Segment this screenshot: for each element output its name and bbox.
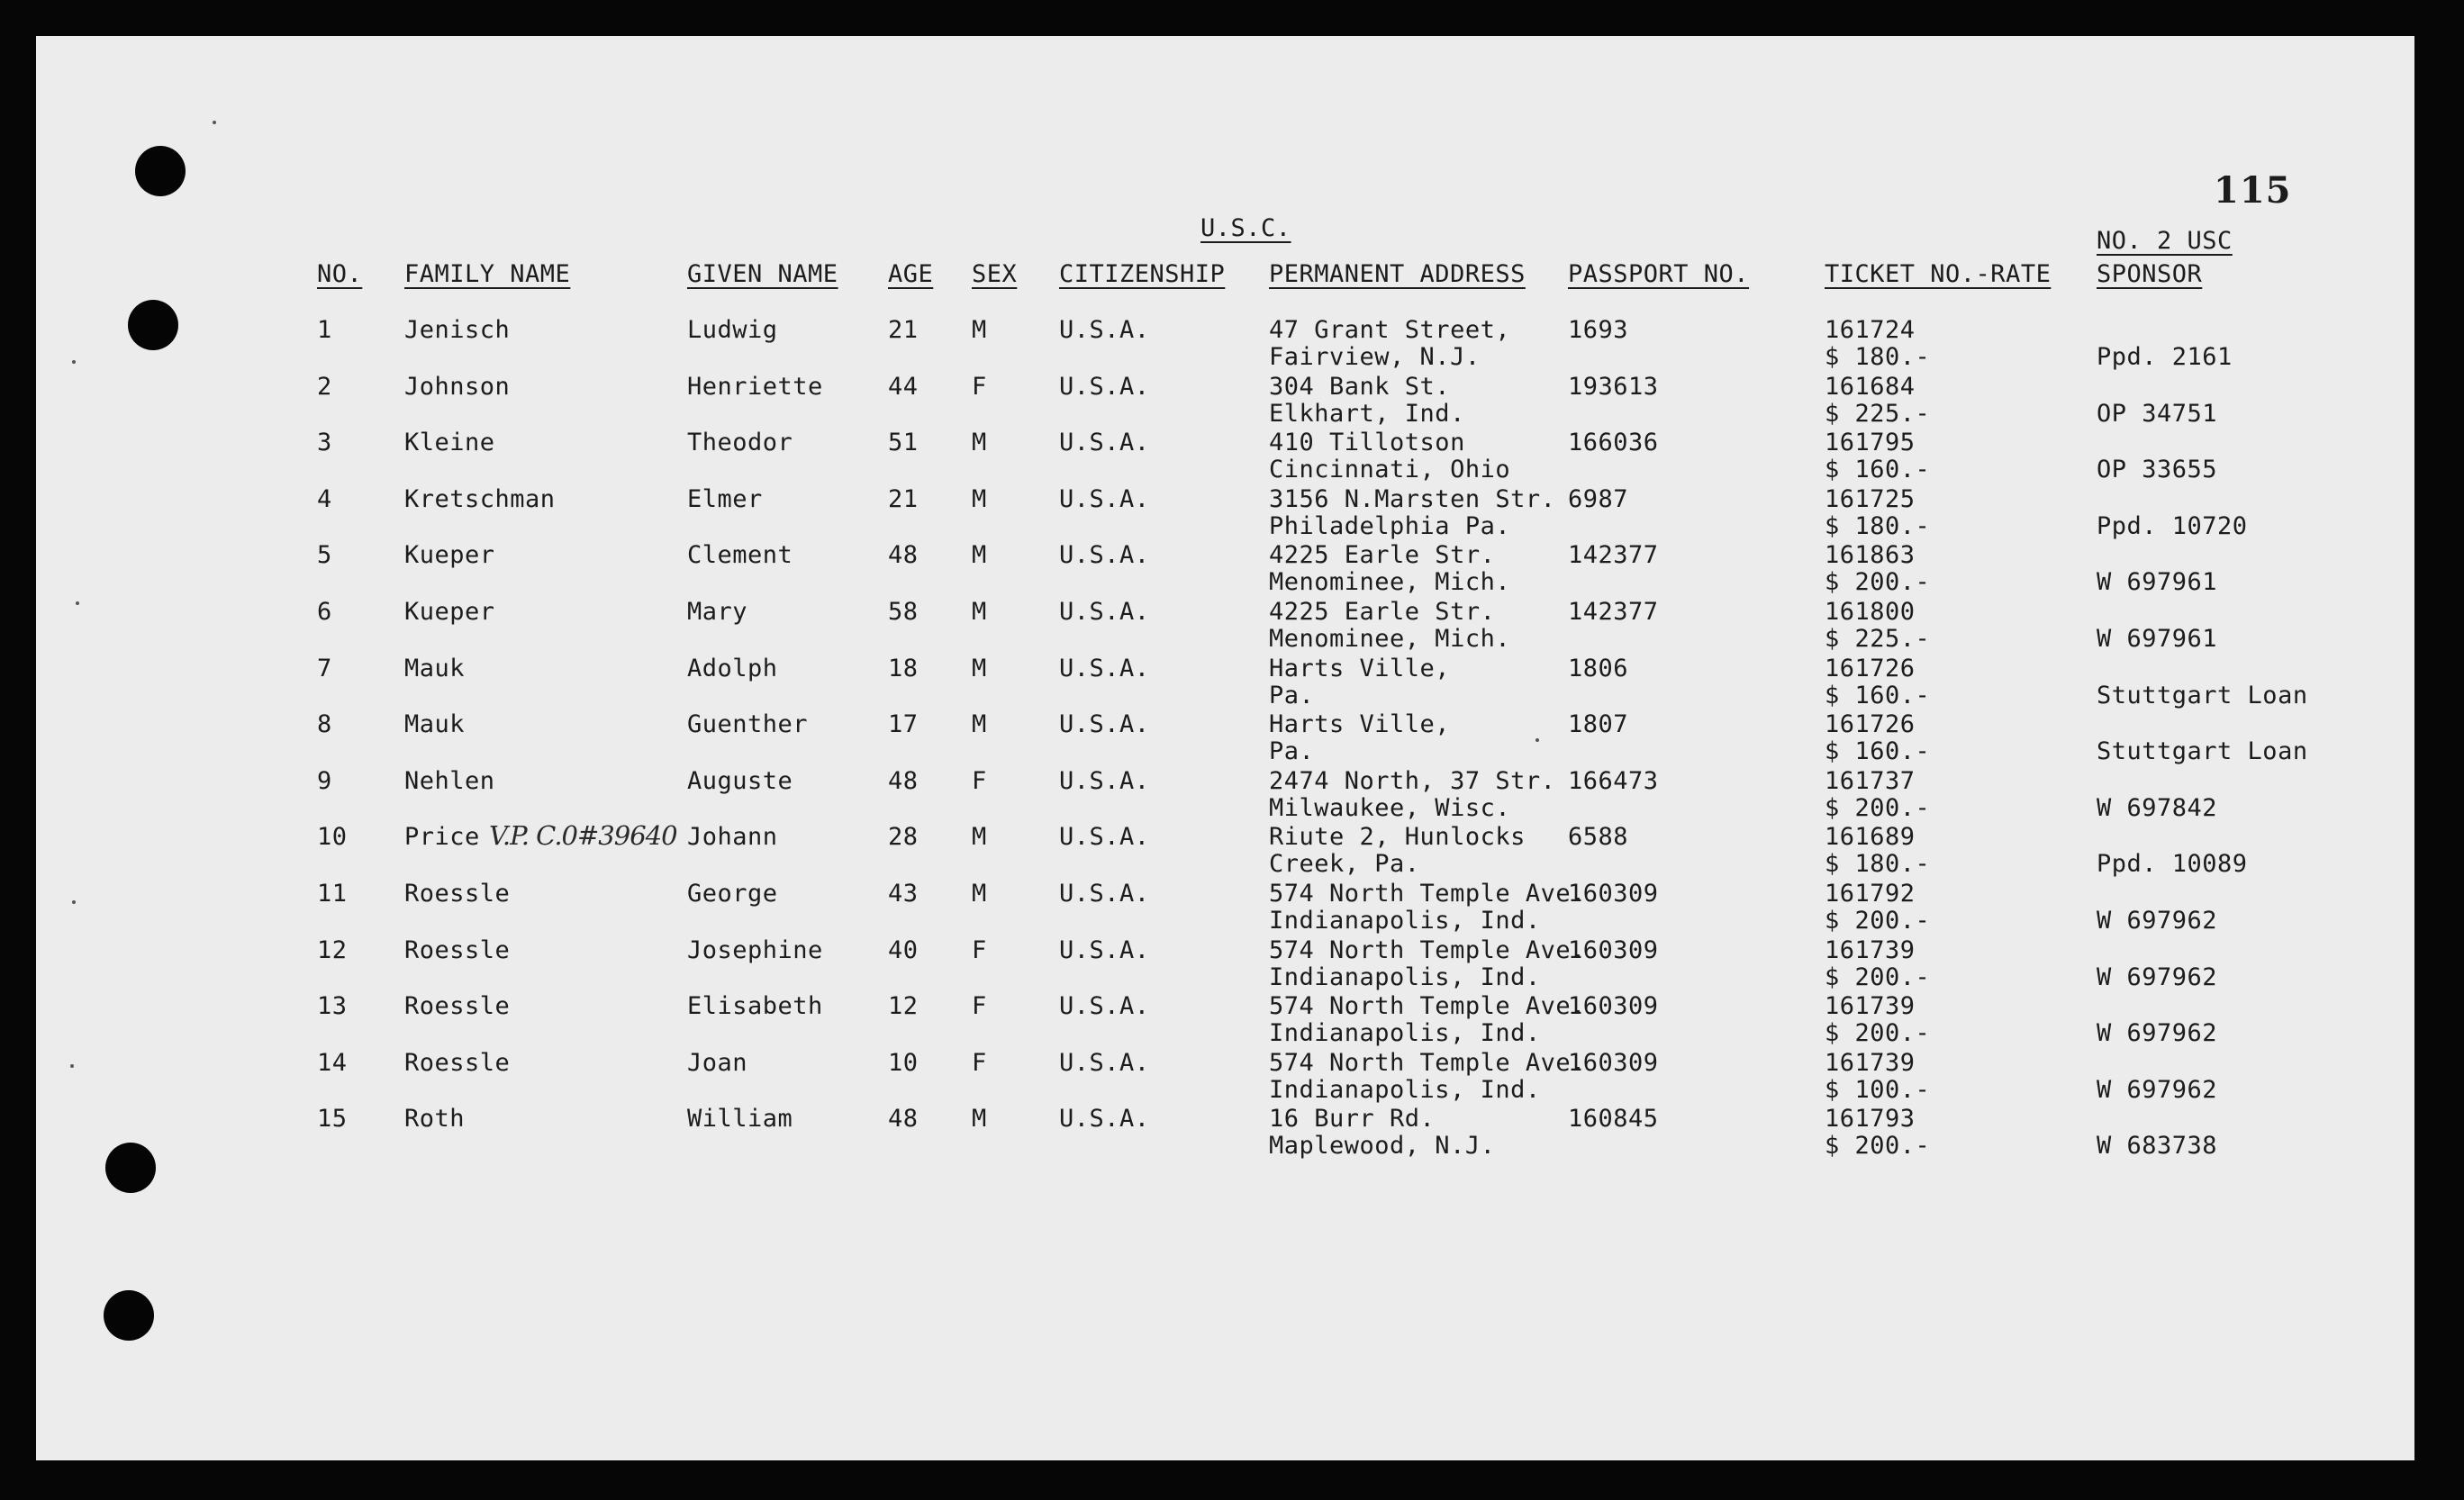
sponsor: Ppd. 2161: [2097, 343, 2233, 371]
punch-hole: [104, 1290, 154, 1341]
passport-number: 6987: [1568, 485, 1629, 513]
given-name: Clement: [687, 541, 793, 569]
row-number: 4: [317, 485, 332, 513]
address-line-2: Menominee, Mich.: [1269, 568, 1511, 596]
sponsor: W 697962: [2097, 963, 2218, 991]
sponsor: Ppd. 10720: [2097, 512, 2248, 540]
age: 21: [888, 316, 919, 344]
citizenship: U.S.A.: [1059, 1105, 1150, 1133]
column-header-no: NO.: [317, 260, 363, 288]
row-number: 2: [317, 373, 332, 401]
passport-number: 142377: [1568, 541, 1659, 569]
family-name: Roessle: [404, 936, 511, 964]
given-name: Guenther: [687, 710, 809, 738]
given-name: Elisabeth: [687, 992, 823, 1020]
given-name: Henriette: [687, 373, 823, 401]
sponsor: OP 33655: [2097, 456, 2218, 483]
address-line-2: Cincinnati, Ohio: [1269, 456, 1511, 483]
column-header-family-name: FAMILY NAME: [404, 260, 571, 288]
citizenship: U.S.A.: [1059, 992, 1150, 1020]
row-number: 3: [317, 429, 332, 456]
passport-number: 160309: [1568, 936, 1659, 964]
speck: [72, 900, 76, 904]
sex: F: [972, 992, 987, 1020]
ticket-rate: $ 225.-: [1825, 400, 1931, 428]
sponsor: W 697842: [2097, 794, 2218, 822]
ticket-number: 161793: [1825, 1105, 1916, 1133]
family-name: Nehlen: [404, 767, 495, 795]
citizenship: U.S.A.: [1059, 710, 1150, 738]
sponsor: OP 34751: [2097, 400, 2218, 428]
row-number: 1: [317, 316, 332, 344]
row-number: 15: [317, 1105, 348, 1133]
office-code: U.S.C.: [1200, 214, 1291, 242]
address-line-2: Indianapolis, Ind.: [1269, 1076, 1541, 1104]
ticket-number: 161795: [1825, 429, 1916, 456]
sex: M: [972, 880, 987, 908]
citizenship: U.S.A.: [1059, 1049, 1150, 1077]
passport-number: 6588: [1568, 823, 1629, 851]
family-name: Johnson: [404, 373, 511, 401]
ticket-rate: $ 200.-: [1825, 1019, 1931, 1047]
age: 44: [888, 373, 919, 401]
column-header-citizenship: CITIZENSHIP: [1059, 260, 1226, 288]
ticket-rate: $ 160.-: [1825, 682, 1931, 709]
sponsor: W 697962: [2097, 1019, 2218, 1047]
citizenship: U.S.A.: [1059, 598, 1150, 626]
row-number: 7: [317, 655, 332, 682]
family-name: Mauk: [404, 655, 466, 682]
sponsor: W 697961: [2097, 625, 2218, 653]
sex: M: [972, 823, 987, 851]
ticket-rate: $ 160.-: [1825, 456, 1931, 483]
age: 40: [888, 936, 919, 964]
punch-hole: [105, 1143, 156, 1193]
ticket-number: 161689: [1825, 823, 1916, 851]
passport-number: 1693: [1568, 316, 1629, 344]
sex: F: [972, 373, 987, 401]
given-name: Mary: [687, 598, 748, 626]
family-name: Kretschman: [404, 485, 556, 513]
age: 43: [888, 880, 919, 908]
ticket-rate: $ 180.-: [1825, 343, 1931, 371]
sex: M: [972, 710, 987, 738]
column-header-passport: PASSPORT NO.: [1568, 260, 1750, 288]
address-line-1: Harts Ville,: [1269, 710, 1451, 738]
ticket-number: 161726: [1825, 655, 1916, 682]
speck: [72, 360, 76, 364]
age: 12: [888, 992, 919, 1020]
sex: M: [972, 429, 987, 456]
sex: F: [972, 767, 987, 795]
sponsor: W 697962: [2097, 1076, 2218, 1104]
given-name: Auguste: [687, 767, 793, 795]
address-line-1: 47 Grant Street,: [1269, 316, 1511, 344]
speck: [70, 1064, 74, 1068]
family-name: Price: [404, 823, 480, 851]
given-name: Ludwig: [687, 316, 778, 344]
address-line-2: Philadelphia Pa.: [1269, 512, 1511, 540]
given-name: George: [687, 880, 778, 908]
family-name: Kleine: [404, 429, 495, 456]
ticket-number: 161684: [1825, 373, 1916, 401]
given-name: William: [687, 1105, 793, 1133]
punch-hole: [135, 146, 186, 196]
row-number: 14: [317, 1049, 348, 1077]
sex: M: [972, 541, 987, 569]
passport-number: 1807: [1568, 710, 1629, 738]
document-page: [36, 36, 2414, 1460]
sex: M: [972, 655, 987, 682]
handwritten-annotation: V.P. C.0#39640: [489, 820, 677, 851]
address-line-1: 4225 Earle Str.: [1269, 541, 1496, 569]
page-number: 115: [2214, 169, 2292, 212]
age: 21: [888, 485, 919, 513]
family-name: Kueper: [404, 541, 495, 569]
address-line-2: Pa.: [1269, 682, 1315, 709]
age: 28: [888, 823, 919, 851]
address-line-2: Indianapolis, Ind.: [1269, 963, 1541, 991]
ticket-rate: $ 200.-: [1825, 794, 1931, 822]
sponsor: Stuttgart Loan: [2097, 737, 2308, 765]
row-number: 5: [317, 541, 332, 569]
citizenship: U.S.A.: [1059, 485, 1150, 513]
row-number: 12: [317, 936, 348, 964]
ticket-rate: $ 180.-: [1825, 850, 1931, 878]
given-name: Joan: [687, 1049, 748, 1077]
passport-number: 160309: [1568, 1049, 1659, 1077]
address-line-1: 304 Bank St.: [1269, 373, 1451, 401]
ticket-number: 161739: [1825, 1049, 1916, 1077]
ticket-number: 161739: [1825, 936, 1916, 964]
ticket-rate: $ 200.-: [1825, 1132, 1931, 1160]
row-number: 13: [317, 992, 348, 1020]
family-name: Jenisch: [404, 316, 511, 344]
address-line-2: Creek, Pa.: [1269, 850, 1420, 878]
citizenship: U.S.A.: [1059, 767, 1150, 795]
passport-number: 160845: [1568, 1105, 1659, 1133]
row-number: 8: [317, 710, 332, 738]
citizenship: U.S.A.: [1059, 429, 1150, 456]
ticket-number: 161800: [1825, 598, 1916, 626]
given-name: Elmer: [687, 485, 763, 513]
ticket-number: 161792: [1825, 880, 1916, 908]
column-header-given-name: GIVEN NAME: [687, 260, 838, 288]
ticket-number: 161737: [1825, 767, 1916, 795]
age: 58: [888, 598, 919, 626]
passport-number: 1806: [1568, 655, 1629, 682]
ticket-rate: $ 225.-: [1825, 625, 1931, 653]
given-name: Josephine: [687, 936, 823, 964]
speck: [213, 121, 216, 124]
address-line-1: 410 Tillotson: [1269, 429, 1465, 456]
address-line-2: Milwaukee, Wisc.: [1269, 794, 1511, 822]
sponsor: W 697962: [2097, 907, 2218, 935]
address-line-1: 4225 Earle Str.: [1269, 598, 1496, 626]
family-name: Mauk: [404, 710, 466, 738]
address-line-2: Pa.: [1269, 737, 1315, 765]
sponsor-list-title: NO. 2 USC: [2097, 227, 2233, 255]
address-line-1: 16 Burr Rd.: [1269, 1105, 1436, 1133]
ticket-rate: $ 200.-: [1825, 907, 1931, 935]
sex: F: [972, 1049, 987, 1077]
sex: M: [972, 316, 987, 344]
sex: F: [972, 936, 987, 964]
ticket-rate: $ 200.-: [1825, 568, 1931, 596]
family-name: Roth: [404, 1105, 466, 1133]
age: 10: [888, 1049, 919, 1077]
ticket-number: 161725: [1825, 485, 1916, 513]
address-line-2: Maplewood, N.J.: [1269, 1132, 1496, 1160]
citizenship: U.S.A.: [1059, 880, 1150, 908]
ticket-number: 161724: [1825, 316, 1916, 344]
age: 18: [888, 655, 919, 682]
column-header-sex: SEX: [972, 260, 1018, 288]
row-number: 9: [317, 767, 332, 795]
passport-number: 160309: [1568, 880, 1659, 908]
address-line-2: Indianapolis, Ind.: [1269, 1019, 1541, 1047]
address-line-2: Elkhart, Ind.: [1269, 400, 1465, 428]
ticket-rate: $ 200.-: [1825, 963, 1931, 991]
passport-number: 166473: [1568, 767, 1659, 795]
column-header-sponsor: SPONSOR: [2097, 260, 2203, 288]
column-header-age: AGE: [888, 260, 934, 288]
ticket-number: 161739: [1825, 992, 1916, 1020]
age: 48: [888, 541, 919, 569]
sponsor: Stuttgart Loan: [2097, 682, 2308, 709]
given-name: Theodor: [687, 429, 793, 456]
address-line-1: 574 North Temple Ave.: [1269, 1049, 1586, 1077]
ticket-number: 161726: [1825, 710, 1916, 738]
address-line-1: 3156 N.Marsten Str.: [1269, 485, 1556, 513]
citizenship: U.S.A.: [1059, 936, 1150, 964]
citizenship: U.S.A.: [1059, 655, 1150, 682]
address-line-1: 574 North Temple Ave.: [1269, 992, 1586, 1020]
column-header-address: PERMANENT ADDRESS: [1269, 260, 1526, 288]
age: 48: [888, 767, 919, 795]
family-name: Roessle: [404, 992, 511, 1020]
passport-number: 142377: [1568, 598, 1659, 626]
address-line-2: Menominee, Mich.: [1269, 625, 1511, 653]
given-name: Johann: [687, 823, 778, 851]
ticket-rate: $ 100.-: [1825, 1076, 1931, 1104]
family-name: Roessle: [404, 880, 511, 908]
row-number: 6: [317, 598, 332, 626]
sex: M: [972, 1105, 987, 1133]
address-line-1: Riute 2, Hunlocks: [1269, 823, 1526, 851]
age: 17: [888, 710, 919, 738]
age: 48: [888, 1105, 919, 1133]
citizenship: U.S.A.: [1059, 373, 1150, 401]
address-line-1: 2474 North, 37 Str.: [1269, 767, 1556, 795]
address-line-1: 574 North Temple Ave.: [1269, 936, 1586, 964]
ticket-number: 161863: [1825, 541, 1916, 569]
family-name: Roessle: [404, 1049, 511, 1077]
address-line-1: Harts Ville,: [1269, 655, 1451, 682]
address-line-2: Fairview, N.J.: [1269, 343, 1481, 371]
passport-number: 160309: [1568, 992, 1659, 1020]
row-number: 10: [317, 823, 348, 851]
column-header-ticket-rate: TICKET NO.-RATE: [1825, 260, 2052, 288]
row-number: 11: [317, 880, 348, 908]
citizenship: U.S.A.: [1059, 541, 1150, 569]
sex: M: [972, 485, 987, 513]
citizenship: U.S.A.: [1059, 823, 1150, 851]
address-line-1: 574 North Temple Ave.: [1269, 880, 1586, 908]
passport-number: 193613: [1568, 373, 1659, 401]
sponsor: W 697961: [2097, 568, 2218, 596]
sex: M: [972, 598, 987, 626]
given-name: Adolph: [687, 655, 778, 682]
ticket-rate: $ 180.-: [1825, 512, 1931, 540]
punch-hole: [128, 300, 178, 350]
speck: [76, 601, 79, 605]
address-line-2: Indianapolis, Ind.: [1269, 907, 1541, 935]
passport-number: 166036: [1568, 429, 1659, 456]
sponsor: W 683738: [2097, 1132, 2218, 1160]
ticket-rate: $ 160.-: [1825, 737, 1931, 765]
age: 51: [888, 429, 919, 456]
sponsor: Ppd. 10089: [2097, 850, 2248, 878]
family-name: Kueper: [404, 598, 495, 626]
speck: [1535, 738, 1539, 742]
citizenship: U.S.A.: [1059, 316, 1150, 344]
